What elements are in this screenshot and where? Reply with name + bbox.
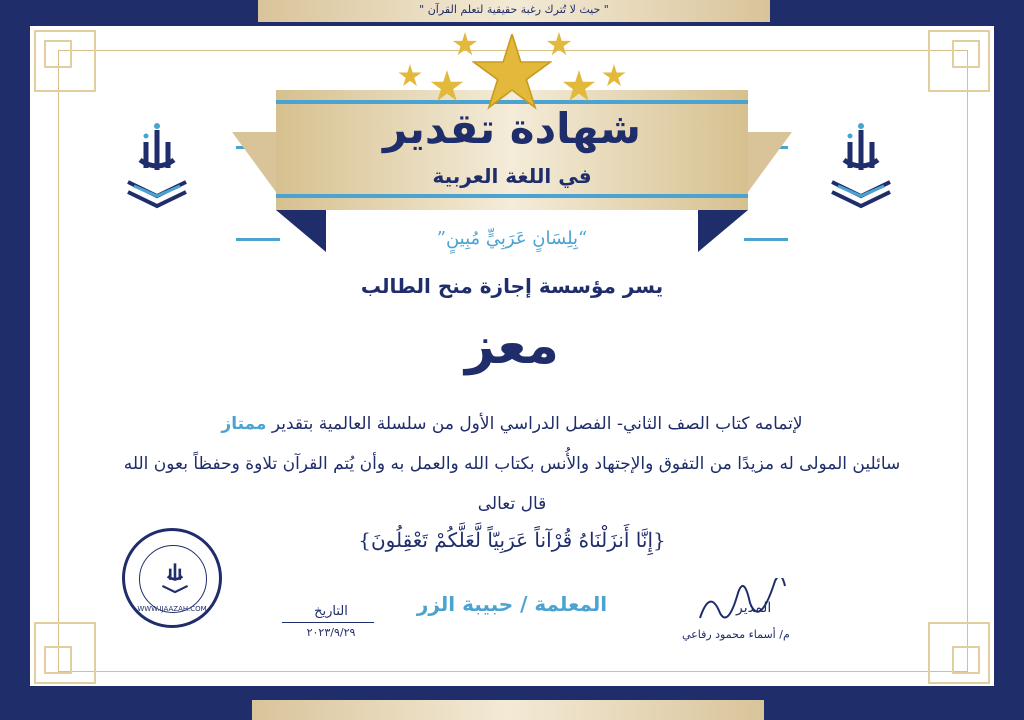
corner-ornament-top-left (34, 30, 96, 92)
body-line-1 (0, 414, 1024, 434)
corner-ornament-bottom-right (928, 622, 990, 684)
gold-star-icon (398, 64, 422, 87)
gold-star-icon (452, 32, 478, 56)
gold-star-icon (562, 70, 596, 102)
gold-star-icon (546, 32, 572, 56)
ribbon-tail-left (232, 132, 276, 192)
corner-ornament-top-right (928, 30, 990, 92)
intro-text: يسر مؤسسة إجازة منح الطالب (360, 274, 664, 298)
body-line-1-text: لإتمامه كتاب الصف الثاني- الفصل الدراسي الأول من سلسلة العالمية بتقدير (271, 414, 803, 434)
student-name: معز (465, 316, 559, 376)
body-line-2: سائلين المولى له مزيدًا من التفوق والإجتهاد والأُنس بكتاب الله والعمل به وأن يُتم القرآن تلاوة وحفظاً بعون الله (123, 454, 901, 474)
verse-top: “بِلِسَانٍ عَرَبِيٍّ مُبِينٍ” (436, 228, 588, 249)
institution-seal-icon (122, 528, 222, 628)
teacher-name: المعلمة / حبيبة الزر (416, 592, 608, 616)
ribbon-tail-right (748, 132, 792, 192)
certificate-subtitle: في اللغة العربية (432, 164, 592, 188)
verse-bottom: {إِنَّا أَنزَلْنَاهُ قُرْآناً عَرَبِيّاً لَّعَلَّكُمْ تَعْقِلُونَ} (358, 528, 666, 552)
director-name: م/ أسماء محمود رفاعي (682, 628, 790, 641)
ijaazah-logo-icon (826, 120, 896, 212)
ijaazah-logo-icon (122, 120, 192, 212)
gold-star-icon (430, 70, 464, 102)
seal-url: WWW.IJAAZAH.COM (137, 605, 207, 613)
gold-star-icon (472, 34, 552, 110)
bottom-tab (252, 700, 764, 720)
date-value: ٢٠٢٣/٩/٢٩ (306, 626, 356, 639)
corner-ornament-bottom-left (34, 622, 96, 684)
date-label: التاريخ (314, 604, 348, 619)
motto: " حيث لا تُترك رغبة حقيقية لتعلم القرآن " (419, 3, 609, 16)
certificate-title: شهادة تقدير (383, 104, 641, 153)
grade-text: ممتاز (221, 414, 267, 434)
date-underline (282, 622, 374, 623)
gold-star-icon (602, 64, 626, 87)
director-label: المدير (736, 600, 772, 616)
body-line-3: قال تعالى (477, 494, 547, 514)
